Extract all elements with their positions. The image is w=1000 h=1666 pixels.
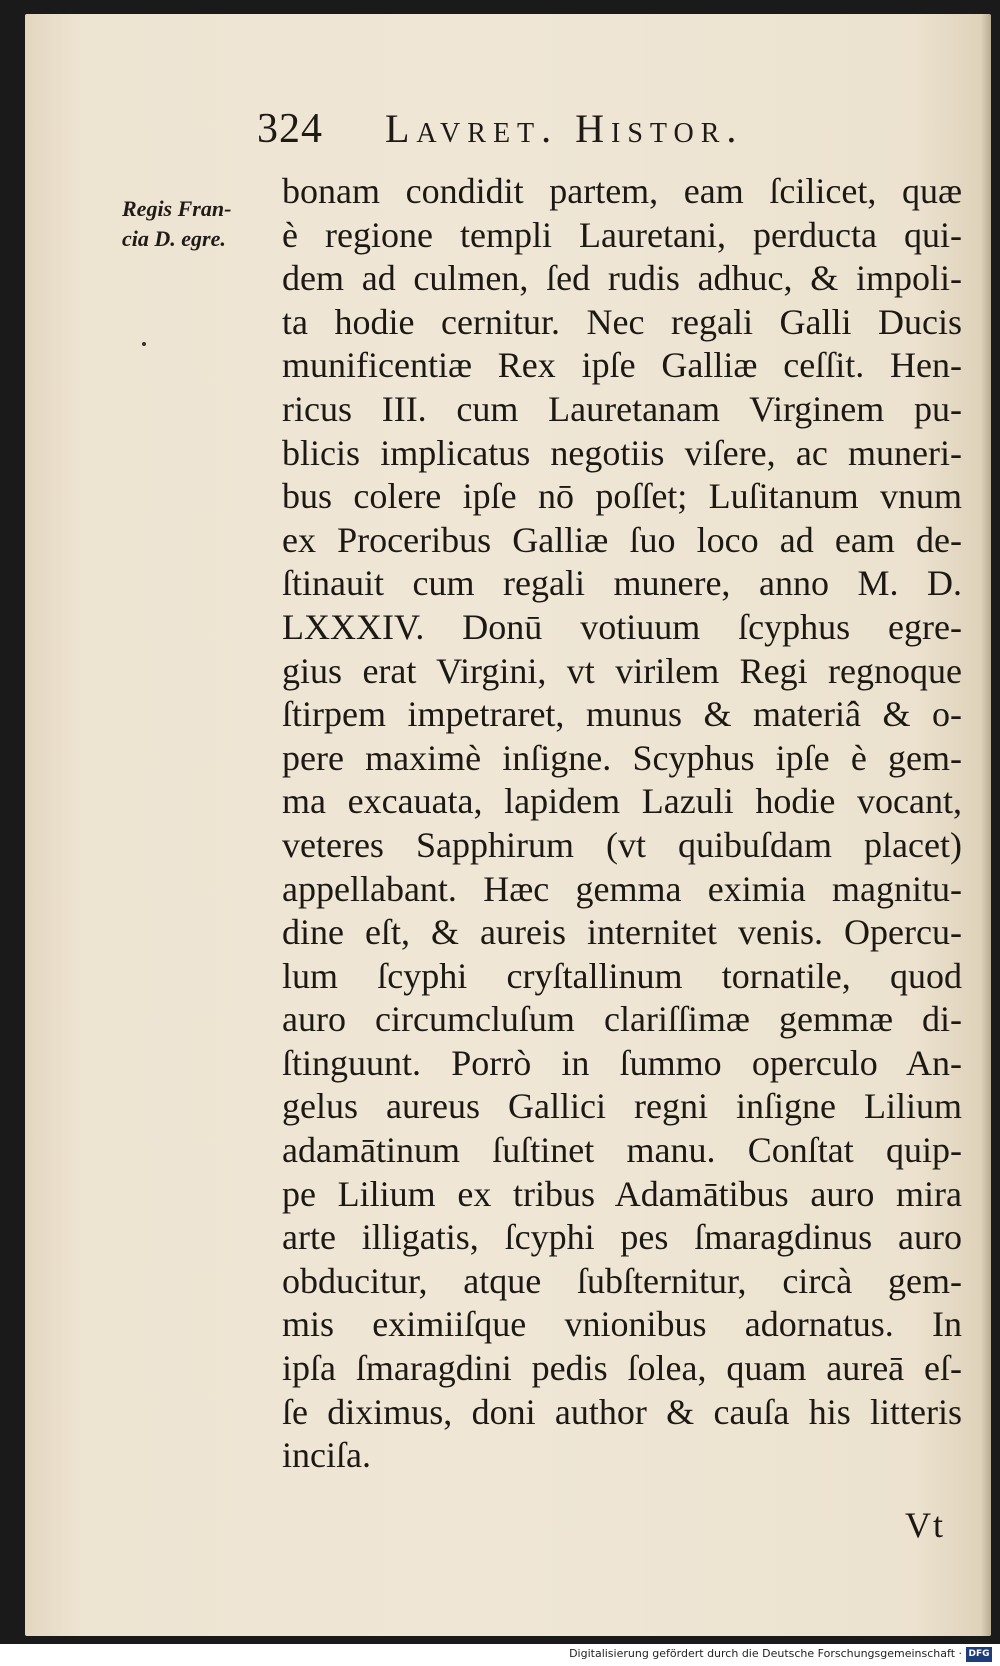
text-line: auro circumcluſum clariſſimæ gemmæ di-	[282, 999, 962, 1040]
text-line: adamātinum ſuſtinet manu. Conſtat quip-	[282, 1130, 962, 1171]
marginal-note	[122, 194, 272, 254]
text-line: munificentiæ Rex ipſe Galliæ ceſſit. Hen-	[282, 345, 962, 386]
text-line: ma excauata, lapidem Lazuli hodie vocant,	[282, 781, 962, 822]
text-line: blicis implicatus negotiis viſere, ac muneri-	[282, 432, 962, 473]
text-line: LXXXIV. Donū votiuum ſcyphus egre-	[282, 606, 962, 647]
text-line: ſe diximus, doni author & cauſa his litteris	[282, 1391, 962, 1432]
body-text	[282, 170, 962, 1478]
text-line: bonam condidit partem, eam ſcilicet, quæ	[282, 171, 962, 211]
text-line: ex Proceribus Galliæ ſuo loco ad eam de-	[282, 519, 962, 560]
text-line: arte illigatis, ſcyphi pes ſmaragdinus auro	[282, 1217, 962, 1258]
text-line: inciſa.	[282, 1435, 371, 1476]
text-line: ſtirpem impetraret, munus & materiâ & o-	[282, 694, 962, 735]
footer-bar	[0, 1644, 1000, 1666]
text-line: obducitur, atque ſubſternitur, circà gem-	[282, 1260, 962, 1301]
running-title: Lavret. Histor.	[385, 106, 744, 151]
text-line: gelus aureus Gallici regni inſigne Lilium	[282, 1086, 962, 1127]
text-line: mis eximiiſque vnionibus adornatus. In	[282, 1304, 962, 1345]
page-number: 324	[257, 106, 323, 152]
text-line: dine eſt, & aureis internitet venis. Opercu-	[282, 912, 962, 953]
page-edge-shadow	[981, 14, 991, 1636]
text-line: pere maximè inſigne. Scyphus ipſe è gem-	[282, 737, 962, 778]
text-line: dem ad culmen, ſed rudis adhuc, & impoli-	[282, 258, 962, 299]
text-line: ricus III. cum Lauretanam Virginem pu-	[282, 388, 962, 429]
digitization-credit: Digitalisierung gefördert durch die Deutsche Forschungsgemeinschaft ·	[569, 1647, 962, 1660]
page-header	[257, 105, 877, 161]
text-line: lum ſcyphi cryſtallinum tornatile, quod	[282, 955, 962, 996]
text-line: ipſa ſmaragdini pedis ſolea, quam aureā eſ-	[282, 1348, 962, 1389]
text-line: bus colere ipſe nō poſſet; Luſitanum vnum	[282, 476, 962, 517]
marginal-note-line: Regis Fran-	[122, 196, 232, 221]
catchword: Vt	[905, 1505, 945, 1545]
ink-speck	[142, 342, 146, 346]
text-line: ta hodie cernitur. Nec regali Galli Ducis	[282, 301, 962, 342]
text-line: gius erat Virgini, vt virilem Regi regnoque	[282, 650, 962, 691]
text-line: pe Lilium ex tribus Adamātibus auro mira	[282, 1173, 962, 1214]
text-line: ſtinauit cum regali munere, anno M. D.	[282, 563, 962, 604]
dfg-logo: DFG	[966, 1647, 992, 1662]
marginal-note-line: cia D. egre.	[122, 226, 226, 251]
text-line: ſtinguunt. Porrò in ſummo operculo An-	[282, 1042, 962, 1083]
text-line: appellabant. Hæc gemma eximia magnitu-	[282, 868, 962, 909]
text-line: è regione templi Lauretani, perducta qui-	[282, 214, 962, 255]
text-line: veteres Sapphirum (vt quibuſdam placet)	[282, 824, 962, 865]
